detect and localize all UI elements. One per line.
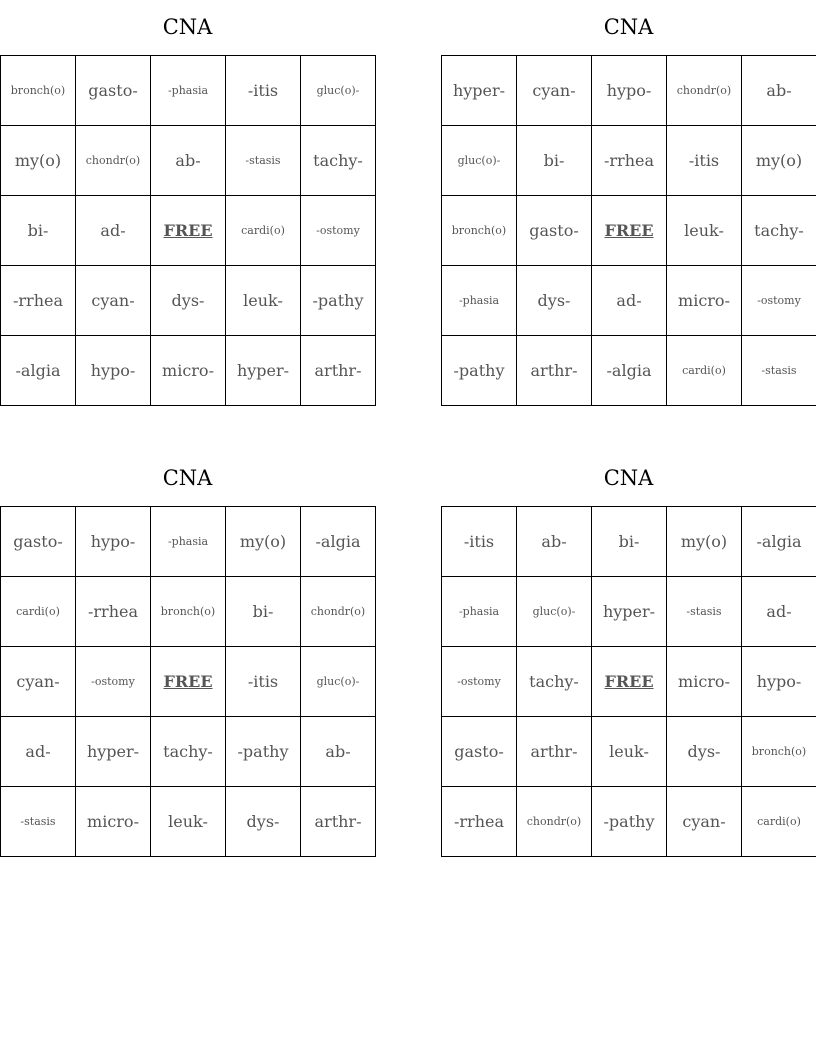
grid-cell: cardi(o) <box>667 336 742 406</box>
grid-cell: gluc(o)- <box>442 126 517 196</box>
grid-cell: cyan- <box>517 56 592 126</box>
grid-cell: gasto- <box>517 196 592 266</box>
grid-cell: micro- <box>151 336 226 406</box>
grid-cell: tachy- <box>151 717 226 787</box>
grid-cell: -rrhea <box>592 126 667 196</box>
grid-cell: -pathy <box>592 787 667 857</box>
grid-cell: -itis <box>226 56 301 126</box>
grid-cell: -stasis <box>667 577 742 647</box>
grid-cell: leuk- <box>592 717 667 787</box>
grid-cell: hyper- <box>592 577 667 647</box>
grid-cell: -ostomy <box>742 266 816 336</box>
grid-cell: -algia <box>1 336 76 406</box>
grid-cell: my(o) <box>667 507 742 577</box>
grid-cell: -rrhea <box>442 787 517 857</box>
grid-cell: arthr- <box>517 336 592 406</box>
grid-cell: ab- <box>742 56 816 126</box>
bingo-grid <box>441 55 816 406</box>
grid-cell: -phasia <box>151 507 226 577</box>
grid-cell: -itis <box>226 647 301 717</box>
grid-cell: cyan- <box>1 647 76 717</box>
grid-cell: -itis <box>667 126 742 196</box>
grid-row <box>1 647 376 717</box>
grid-row <box>442 507 816 577</box>
grid-cell: hyper- <box>442 56 517 126</box>
grid-cell: -phasia <box>442 266 517 336</box>
grid-cell: leuk- <box>667 196 742 266</box>
card-title: CNA <box>603 466 654 490</box>
grid-cell: bi- <box>592 507 667 577</box>
grid-cell: bronch(o) <box>442 196 517 266</box>
grid-cell: cyan- <box>667 787 742 857</box>
grid-cell: -algia <box>742 507 816 577</box>
grid-cell: -stasis <box>1 787 76 857</box>
grid-row <box>442 577 816 647</box>
grid-cell: dys- <box>517 266 592 336</box>
grid-cell: dys- <box>151 266 226 336</box>
grid-cell: hypo- <box>742 647 816 717</box>
card-title: CNA <box>162 466 213 490</box>
grid-cell: bronch(o) <box>151 577 226 647</box>
grid-cell: bronch(o) <box>742 717 816 787</box>
grid-cell: -stasis <box>226 126 301 196</box>
grid-cell: -ostomy <box>442 647 517 717</box>
grid-row <box>1 56 376 126</box>
grid-cell: gasto- <box>442 717 517 787</box>
free-space-cell: FREE <box>151 647 226 717</box>
grid-cell: bi- <box>1 196 76 266</box>
grid-cell: -rrhea <box>1 266 76 336</box>
grid-row <box>1 126 376 196</box>
grid-cell: my(o) <box>742 126 816 196</box>
card-title: CNA <box>162 15 213 39</box>
grid-row <box>1 336 376 406</box>
card-title: CNA <box>603 15 654 39</box>
grid-cell: -pathy <box>442 336 517 406</box>
grid-row <box>442 266 816 336</box>
grid-cell: cardi(o) <box>1 577 76 647</box>
grid-cell: gluc(o)- <box>517 577 592 647</box>
grid-row <box>1 196 376 266</box>
grid-row <box>442 787 816 857</box>
grid-cell: cardi(o) <box>742 787 816 857</box>
grid-cell: micro- <box>76 787 151 857</box>
grid-row <box>1 507 376 577</box>
grid-cell: arthr- <box>301 336 376 406</box>
grid-cell: leuk- <box>151 787 226 857</box>
grid-cell: -phasia <box>151 56 226 126</box>
grid-cell: chondr(o) <box>301 577 376 647</box>
grid-row <box>1 717 376 787</box>
grid-row <box>442 56 816 126</box>
grid-cell: micro- <box>667 647 742 717</box>
grid-cell: arthr- <box>301 787 376 857</box>
grid-cell: ad- <box>76 196 151 266</box>
grid-cell: hypo- <box>76 336 151 406</box>
grid-cell: gasto- <box>76 56 151 126</box>
grid-cell: ab- <box>517 507 592 577</box>
grid-cell: cyan- <box>76 266 151 336</box>
grid-cell: -ostomy <box>301 196 376 266</box>
grid-cell: -algia <box>301 507 376 577</box>
grid-cell: ad- <box>592 266 667 336</box>
grid-cell: tachy- <box>301 126 376 196</box>
grid-cell: -algia <box>592 336 667 406</box>
grid-cell: -rrhea <box>76 577 151 647</box>
grid-cell: -stasis <box>742 336 816 406</box>
grid-cell: hypo- <box>76 507 151 577</box>
free-space-cell: FREE <box>151 196 226 266</box>
grid-cell: gluc(o)- <box>301 647 376 717</box>
grid-cell: ad- <box>742 577 816 647</box>
grid-cell: ad- <box>1 717 76 787</box>
bingo-grid <box>0 506 376 857</box>
grid-cell: dys- <box>226 787 301 857</box>
grid-cell: cardi(o) <box>226 196 301 266</box>
grid-cell: arthr- <box>517 717 592 787</box>
grid-cell: gluc(o)- <box>301 56 376 126</box>
grid-cell: micro- <box>667 266 742 336</box>
grid-row <box>1 787 376 857</box>
grid-cell: tachy- <box>742 196 816 266</box>
grid-cell: dys- <box>667 717 742 787</box>
grid-cell: -pathy <box>301 266 376 336</box>
grid-cell: my(o) <box>226 507 301 577</box>
grid-cell: -pathy <box>226 717 301 787</box>
grid-cell: -phasia <box>442 577 517 647</box>
grid-cell: bi- <box>517 126 592 196</box>
grid-cell: gasto- <box>1 507 76 577</box>
grid-row <box>442 196 816 266</box>
grid-cell: hyper- <box>76 717 151 787</box>
grid-cell: ab- <box>301 717 376 787</box>
bingo-grid <box>441 506 816 857</box>
grid-cell: -ostomy <box>76 647 151 717</box>
free-space-cell: FREE <box>592 196 667 266</box>
grid-row <box>442 647 816 717</box>
grid-row <box>442 336 816 406</box>
free-space-cell: FREE <box>592 647 667 717</box>
grid-row <box>442 717 816 787</box>
grid-row <box>1 266 376 336</box>
grid-cell: -itis <box>442 507 517 577</box>
grid-cell: ab- <box>151 126 226 196</box>
grid-cell: hyper- <box>226 336 301 406</box>
grid-cell: tachy- <box>517 647 592 717</box>
grid-cell: chondr(o) <box>517 787 592 857</box>
grid-cell: bi- <box>226 577 301 647</box>
grid-cell: chondr(o) <box>76 126 151 196</box>
grid-cell: bronch(o) <box>1 56 76 126</box>
grid-row <box>1 577 376 647</box>
grid-cell: leuk- <box>226 266 301 336</box>
grid-cell: my(o) <box>1 126 76 196</box>
bingo-grid <box>0 55 376 406</box>
grid-row <box>442 126 816 196</box>
grid-cell: hypo- <box>592 56 667 126</box>
grid-cell: chondr(o) <box>667 56 742 126</box>
